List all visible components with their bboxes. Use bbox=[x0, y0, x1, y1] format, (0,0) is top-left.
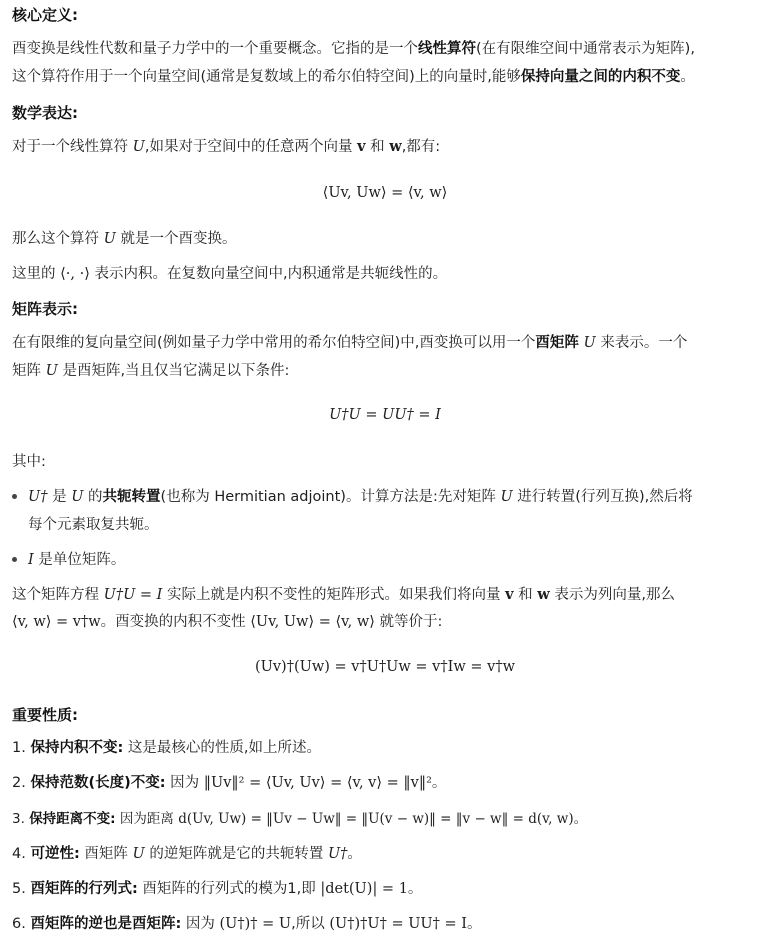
bullet-conjugate-transpose-line-1 bbox=[28, 487, 758, 507]
list-number: 2. bbox=[12, 775, 26, 791]
text: 这个算符作用于一个向量空间(通常是复数域上的希尔伯特空间)上的向量时,能够 bbox=[12, 69, 521, 85]
section-heading-definition: 核心定义: bbox=[12, 6, 78, 24]
matrix-equation-paragraph-line-1 bbox=[12, 585, 758, 605]
text: (在有限维空间中通常表示为矩阵), bbox=[476, 41, 695, 57]
text: 。酉变换的内积不变性 bbox=[100, 614, 246, 630]
math-expression: d(Uv, Uw) = ‖Uv − Uw‖ = ‖U(v − w)‖ = ‖v − w‖ = d(v, w) bbox=[178, 811, 574, 827]
text: 是单位矩阵。 bbox=[38, 552, 126, 568]
text: 在有限维的复向量空间(例如量子力学中常用的希尔伯特空间)中,酉变换可以用一个 bbox=[12, 335, 536, 351]
text: 因为 bbox=[170, 775, 200, 791]
text: 。 bbox=[347, 846, 362, 862]
text: 对于一个线性算符 bbox=[12, 139, 128, 155]
math-symbol: U bbox=[132, 846, 145, 862]
bold-term-conjugate-transpose: 共轭转置 bbox=[102, 489, 161, 505]
text: ,都有: bbox=[401, 139, 441, 155]
property-item-2 bbox=[12, 773, 758, 793]
list-number: 4. bbox=[12, 846, 26, 862]
property-title: 酉矩阵的行列式: bbox=[30, 881, 138, 897]
text: 。 bbox=[467, 916, 482, 932]
text: 矩阵 bbox=[12, 363, 41, 379]
section-heading-properties: 重要性质: bbox=[12, 706, 78, 724]
math-symbol: U† bbox=[327, 846, 348, 862]
math-intro bbox=[12, 137, 758, 157]
property-item-6 bbox=[12, 914, 758, 934]
property-item-3 bbox=[12, 809, 758, 829]
math-symbol: v bbox=[357, 138, 366, 155]
inner-product-note bbox=[12, 264, 758, 284]
equation-unitary-condition: U†U = UU† = I bbox=[329, 407, 441, 423]
list-number: 5. bbox=[12, 881, 26, 897]
math-symbol: w bbox=[389, 138, 402, 155]
math-symbol: U bbox=[45, 363, 58, 379]
text: 进行转置(行列互换),然后将 bbox=[517, 489, 693, 505]
property-title: 保持范数(长度)不变: bbox=[30, 775, 166, 791]
definition-paragraph-line-1 bbox=[12, 39, 758, 59]
text: 实际上就是内积不变性的矩阵形式。如果我们将向量 bbox=[167, 587, 501, 603]
math-symbol: U† bbox=[28, 489, 48, 505]
text: 表示内积。在复数向量空间中,内积通常是共轭线性的。 bbox=[94, 266, 448, 282]
property-item-1 bbox=[12, 738, 758, 758]
property-title: 保持距离不变: bbox=[29, 811, 116, 827]
text: 那么这个算符 bbox=[12, 231, 99, 247]
math-symbol: U bbox=[132, 139, 145, 155]
text: 因为 bbox=[185, 916, 215, 932]
equation-inner-product: ⟨Uv, Uw⟩ = ⟨v, w⟩ bbox=[322, 185, 448, 201]
bold-term-linear-operator: 线性算符 bbox=[418, 41, 476, 57]
math-symbol: v bbox=[505, 586, 514, 603]
equation-inner-product-matrix-form: (Uv)†(Uw) = v†U†Uw = v†Iw = v†w bbox=[254, 659, 515, 675]
math-expression: ⟨v, w⟩ = v†w bbox=[12, 614, 101, 630]
text: 和 bbox=[518, 587, 533, 603]
math-conclusion bbox=[12, 229, 758, 249]
math-expression: ‖Uv‖² = ⟨Uv, Uv⟩ = ⟨v, v⟩ = ‖v‖² bbox=[203, 775, 432, 791]
math-expression: (U†)†U† = UU† = I bbox=[329, 916, 467, 932]
text: 的 bbox=[88, 489, 103, 505]
text: 酉矩阵 bbox=[84, 846, 128, 862]
math-symbol: w bbox=[537, 586, 550, 603]
bold-term-inner-product-preserved: 保持向量之间的内积不变 bbox=[520, 69, 681, 85]
property-title: 酉矩阵的逆也是酉矩阵: bbox=[30, 916, 182, 932]
list-number: 3. bbox=[12, 811, 25, 827]
text: 酉矩阵的行列式的模为1,即 bbox=[142, 881, 316, 897]
bullet-conjugate-transpose-line-2: 每个元素取复共轭。 bbox=[28, 517, 159, 533]
text: 因为距离 bbox=[119, 811, 174, 827]
list-number: 6. bbox=[12, 916, 26, 932]
text: 来表示。一个 bbox=[600, 335, 688, 351]
text: 酉变换是线性代数和量子力学中的一个重要概念。它指的是一个 bbox=[12, 41, 418, 57]
text: 。 bbox=[407, 881, 423, 897]
text: 表示为列向量,那么 bbox=[554, 587, 675, 603]
property-item-5 bbox=[12, 879, 758, 899]
text: 就是一个酉变换。 bbox=[120, 231, 237, 247]
math-symbol: U bbox=[583, 335, 596, 351]
section-heading-math: 数学表达: bbox=[12, 104, 78, 122]
definition-paragraph-line-2 bbox=[12, 67, 758, 87]
math-expression: (U†)† = U bbox=[219, 916, 292, 932]
text: 是酉矩阵,当且仅当它满足以下条件: bbox=[62, 363, 290, 379]
text: 和 bbox=[370, 139, 385, 155]
math-symbol: ⟨·, ·⟩ bbox=[60, 266, 90, 282]
text: 。 bbox=[431, 775, 447, 791]
math-symbol: U bbox=[103, 231, 116, 247]
text: 。 bbox=[573, 811, 588, 827]
bullet-dot bbox=[12, 557, 17, 562]
property-item-4 bbox=[12, 844, 758, 864]
math-symbol: U bbox=[71, 489, 84, 505]
text: 是 bbox=[52, 489, 67, 505]
bullet-dot bbox=[12, 494, 17, 499]
text: (也称为 Hermitian adjoint)。计算方法是:先对矩阵 bbox=[160, 489, 496, 505]
text: 的逆矩阵就是它的共轭转置 bbox=[149, 846, 324, 862]
list-number: 1. bbox=[12, 740, 26, 756]
text: 这个矩阵方程 bbox=[12, 587, 99, 603]
math-expression: U†U = I bbox=[103, 587, 163, 603]
text: 这是最核心的性质,如上所述。 bbox=[127, 740, 321, 756]
where-label: 其中: bbox=[12, 454, 46, 470]
section-heading-matrix: 矩阵表示: bbox=[12, 300, 78, 318]
property-title: 可逆性: bbox=[30, 846, 80, 862]
math-expression: ⟨Uv, Uw⟩ = ⟨v, w⟩ bbox=[250, 614, 375, 630]
matrix-equation-paragraph-line-2 bbox=[12, 612, 758, 632]
math-symbol: U bbox=[500, 489, 513, 505]
matrix-paragraph-line-1 bbox=[12, 333, 758, 353]
matrix-paragraph-line-2 bbox=[12, 361, 758, 381]
property-title: 保持内积不变: bbox=[30, 740, 124, 756]
bold-term-unitary-matrix: 酉矩阵 bbox=[535, 335, 579, 351]
bullet-identity bbox=[28, 550, 758, 570]
text: ,所以 bbox=[291, 916, 325, 932]
math-expression: |det(U)| = 1 bbox=[320, 881, 408, 897]
text: 。 bbox=[680, 69, 695, 85]
math-symbol: I bbox=[28, 552, 34, 568]
text: 就等价于: bbox=[379, 614, 443, 630]
text: 这里的 bbox=[12, 266, 56, 282]
text: ,如果对于空间中的任意两个向量 bbox=[144, 139, 353, 155]
